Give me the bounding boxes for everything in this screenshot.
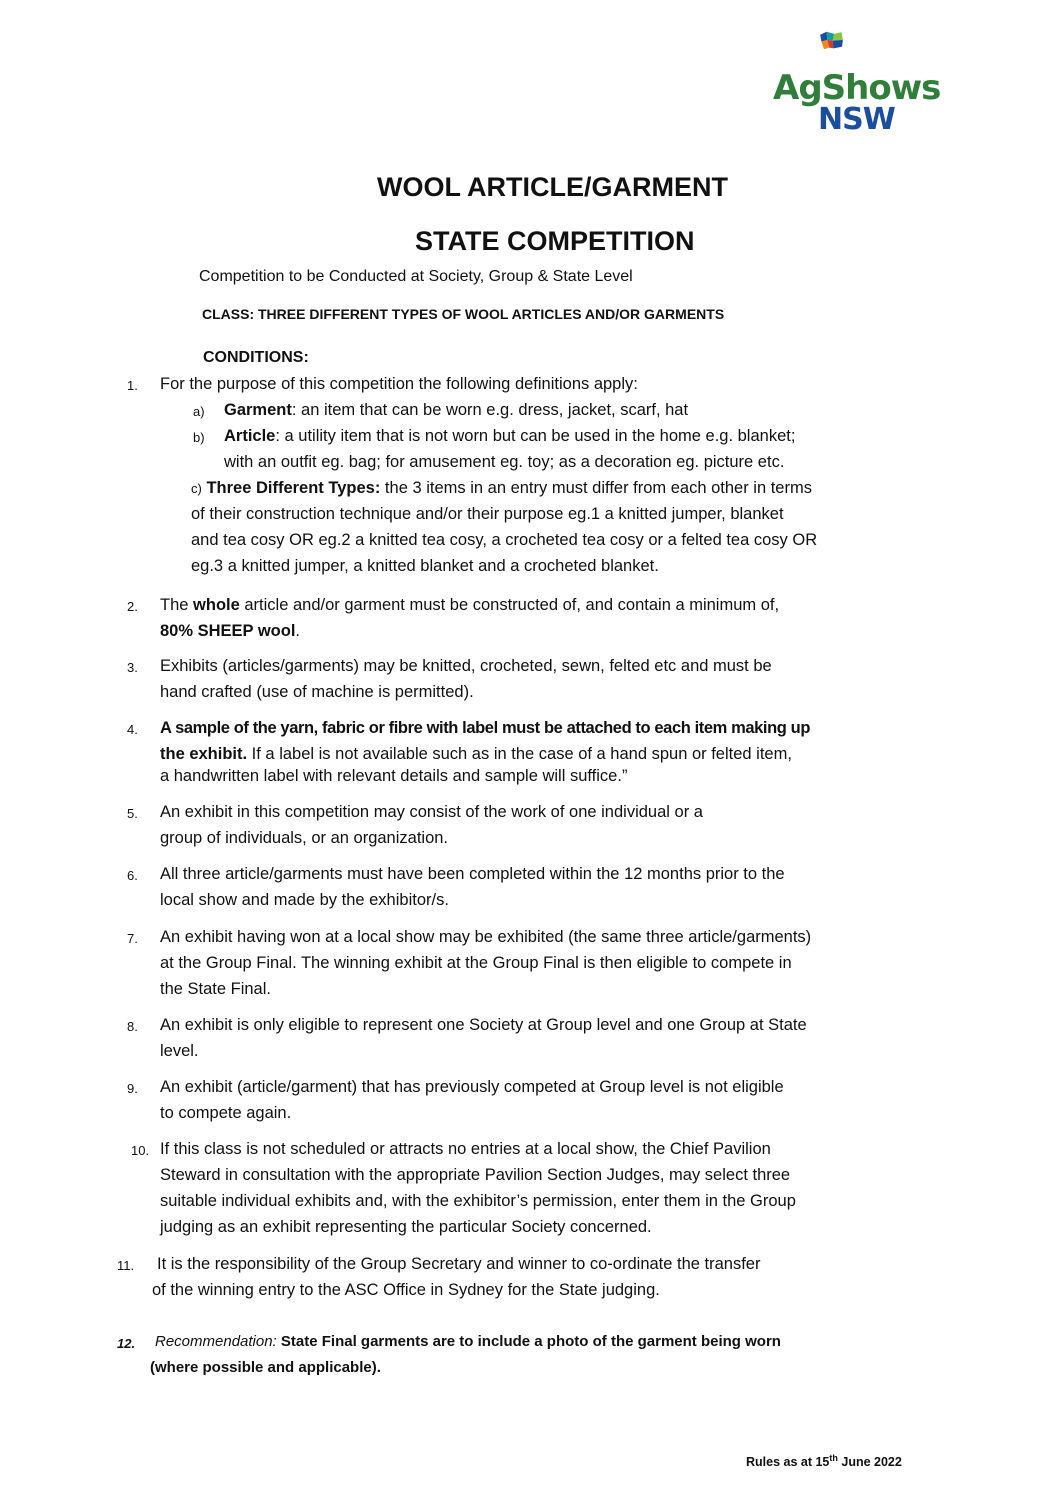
footer-sup: th	[829, 1453, 838, 1463]
item-text: An exhibit is only eligible to represent one Society at Group level and one Group at State	[160, 1016, 807, 1034]
item-text: suitable individual exhibits and, with the exhibitor’s permission, enter them in the Group	[160, 1192, 796, 1210]
item-number: 2.	[127, 599, 138, 614]
logo-text-nsw: NSW	[818, 102, 895, 137]
conditions-heading: CONDITIONS:	[203, 349, 309, 366]
item-text: If this class is not scheduled or attracts no entries at a local show, the Chief Pavilion	[160, 1140, 771, 1158]
subitem-term: Garment	[224, 401, 292, 419]
subitem-text-cont: of their construction technique and/or their purpose eg.1 a knitted jumper, blanket	[191, 505, 784, 523]
subitem-label: a)	[193, 404, 205, 419]
item-number: 1.	[127, 378, 138, 393]
item-number: 9.	[127, 1081, 138, 1096]
item-text: For the purpose of this competition the following definitions apply:	[160, 375, 638, 393]
item-text	[160, 618, 300, 644]
item-text: All three article/garments must have been completed within the 12 months prior to the	[160, 865, 785, 883]
item-text: An exhibit having won at a local show may be exhibited (the same three article/garments)	[160, 928, 812, 946]
item-text: level.	[160, 1042, 199, 1060]
item-text-bold: whole	[193, 596, 240, 614]
item-text: at the Group Final. The winning exhibit at the Group Final is then eligible to compete in	[160, 954, 792, 972]
item-number: 12.	[117, 1336, 136, 1351]
item-text-part: .	[295, 622, 301, 640]
subitem-term: Article	[224, 427, 276, 445]
subitem-text	[224, 423, 795, 449]
item-text: a handwritten label with relevant details and sample will suffice.”	[160, 767, 628, 785]
subitem-text	[191, 475, 812, 502]
item-text: An exhibit (article/garment) that has previously competed at Group level is not eligible	[160, 1078, 784, 1096]
item-number: 7.	[127, 931, 138, 946]
subitem-term: Three Different Types:	[206, 479, 381, 497]
item-text	[160, 592, 779, 618]
item-number: 4.	[127, 722, 138, 737]
item-text: Exhibits (articles/garments) may be knitted, crocheted, sewn, felted etc and must be	[160, 657, 772, 675]
item-text: local show and made by the exhibitor/s.	[160, 891, 449, 909]
subitem-label: c)	[191, 481, 202, 496]
item-text-part: The	[160, 596, 194, 614]
item-text-bold: State Final garments are to include a photo of the garment being worn	[276, 1333, 781, 1350]
item-text: An exhibit in this competition may consist of the work of one individual or a	[160, 803, 703, 821]
item-text: judging as an exhibit representing the particular Society concerned.	[160, 1218, 652, 1236]
footer-rules-date	[746, 1453, 902, 1469]
class-line: CLASS: THREE DIFFERENT TYPES OF WOOL ARTICLES AND/OR GARMENTS	[202, 306, 725, 322]
item-text-bold: (where possible and applicable).	[150, 1359, 381, 1376]
subitem-text-cont: and tea cosy OR eg.2 a knitted tea cosy, a crocheted tea cosy or a felted tea cosy OR	[191, 531, 818, 549]
page-subtitle: Competition to be Conducted at Society, Group & State Level	[199, 268, 633, 285]
subitem-text-cont: eg.3 a knitted jumper, a knitted blanket and a crocheted blanket.	[191, 557, 659, 575]
item-text-bold: 80% SHEEP wool	[160, 622, 296, 640]
subitem-definition: : an item that can be worn e.g. dress, jacket, scarf, hat	[291, 401, 689, 419]
page-title-line2: STATE COMPETITION	[415, 226, 695, 256]
logo-text-agshows: AgShows	[773, 68, 941, 108]
footer-text: June 2022	[837, 1455, 902, 1470]
item-text-bold: the exhibit.	[160, 745, 248, 763]
page-title-line1: WOOL ARTICLE/GARMENT	[377, 172, 728, 202]
item-number: 6.	[127, 868, 138, 883]
item-text-part: article and/or garment must be constructed of, and contain a minimum of,	[239, 596, 780, 614]
recommendation-label: Recommendation:	[155, 1333, 277, 1350]
item-text: of the winning entry to the ASC Office in Sydney for the State judging.	[152, 1281, 660, 1299]
subitem-text	[224, 397, 688, 423]
subitem-definition: : a utility item that is not worn but can be used in the home e.g. blanket;	[275, 427, 796, 445]
item-text	[155, 1329, 781, 1355]
item-number: 11.	[117, 1258, 135, 1273]
item-text-part: If a label is not available such as in the case of a hand spun or felted item,	[247, 745, 792, 763]
subitem-definition: the 3 items in an entry must differ from each other in terms	[380, 479, 812, 497]
item-text-bold: A sample of the yarn, fabric or fibre with label must be attached to each item making up	[160, 719, 811, 737]
item-text: Steward in consultation with the appropriate Pavilion Section Judges, may select three	[160, 1166, 791, 1184]
item-number: 10.	[131, 1143, 150, 1158]
footer-text: Rules as at 15	[746, 1455, 830, 1470]
subitem-label: b)	[193, 430, 205, 445]
subitem-text-cont: with an outfit eg. bag; for amusement eg. toy; as a decoration eg. picture etc.	[224, 453, 785, 471]
item-number: 3.	[127, 660, 138, 675]
item-number: 8.	[127, 1019, 138, 1034]
item-number: 5.	[127, 806, 138, 821]
item-text: hand crafted (use of machine is permitted).	[160, 683, 474, 701]
item-text: to compete again.	[160, 1104, 292, 1122]
item-text: group of individuals, or an organization.	[160, 829, 449, 847]
item-text: It is the responsibility of the Group Secretary and winner to co-ordinate the transfer	[157, 1255, 761, 1273]
item-text: the State Final.	[160, 980, 271, 998]
